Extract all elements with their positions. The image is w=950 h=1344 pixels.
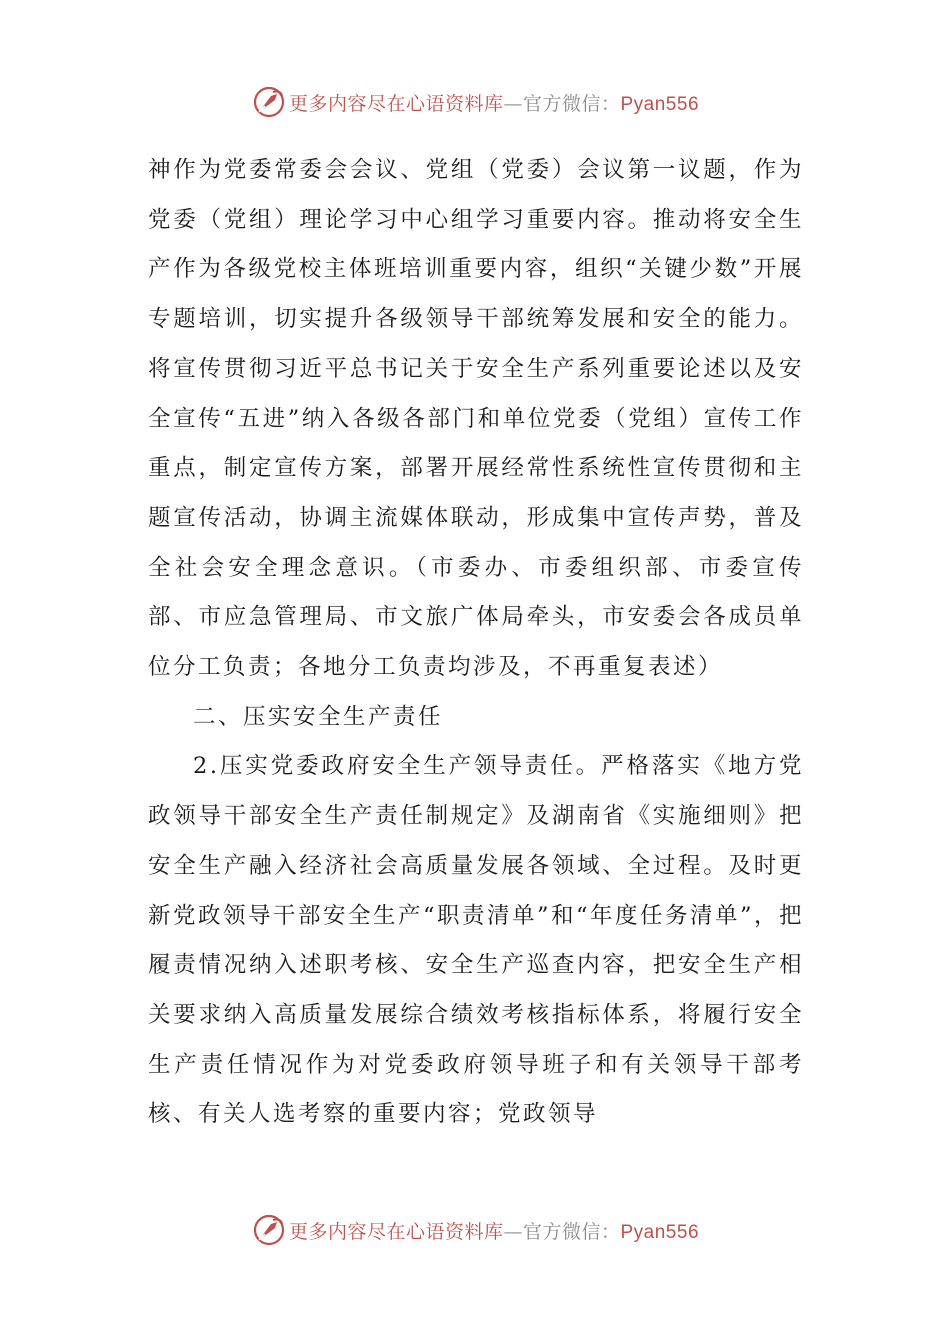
banner-handle: Pyan556 (620, 93, 700, 115)
document-body (148, 146, 804, 1140)
banner-brand: 更多内容尽在心语资料库 (288, 92, 504, 115)
banner-text (289, 89, 699, 116)
banner-brand: 更多内容尽在心语资料库 (288, 1220, 504, 1243)
footer-banner (0, 1208, 950, 1252)
pen-nib-logo-icon (251, 1212, 287, 1248)
banner-text (289, 1217, 699, 1244)
header-banner (0, 80, 950, 124)
banner-note: 官方微信： (522, 92, 621, 115)
pen-nib-logo-icon (251, 84, 287, 120)
banner-dash: — (503, 1220, 523, 1243)
banner-note: 官方微信： (522, 1220, 621, 1243)
banner-handle: Pyan556 (620, 1221, 700, 1243)
paragraph-1: 神作为党委常委会会议、党组（党委）会议第一议题，作为党委（党组）理论学习中心组学习重要内容。推动将安全生产作为各级党校主体班培训重要内容，组织“关键少数”开展专题培训，切实提升各级领导干部统筹发展和安全的能力。将宣传贯彻习近平总书记关于安全生产系列重要论述以及安全宣传“五进”纳入各级各部门和单位党委（党组）宣传工作重点，制定宣传方案，部署开展经常性系统性宣传贯彻和主题宣传活动，协调主流媒体联动，形成集中宣传声势，普及全社会安全理念意识。（市委办、市委组织部、市委宣传部、市应急管理局、市文旅广体局牵头，市安委会各成员单位分工负责；各地分工负责均涉及，不再重复表述） (148, 157, 804, 681)
banner-dash: — (503, 92, 523, 115)
section-heading: 二、压实安全生产责任 (193, 703, 444, 730)
paragraph-2: 2.压实党委政府安全生产领导责任。严格落实《地方党政领导干部安全生产责任制规定》及湖南省《实施细则》把安全生产融入经济社会高质量发展各领域、全过程。及时更新党政领导干部安全生产“职责清单”和“年度任务清单”，把履责情况纳入述职考核、安全生产巡查内容，把安全生产相关要求纳入高质量发展综合绩效考核指标体系，将履行安全生产责任情况作为对党委政府领导班子和有关领导干部考核、有关人选考察的重要内容；党政领导 (148, 753, 805, 1128)
